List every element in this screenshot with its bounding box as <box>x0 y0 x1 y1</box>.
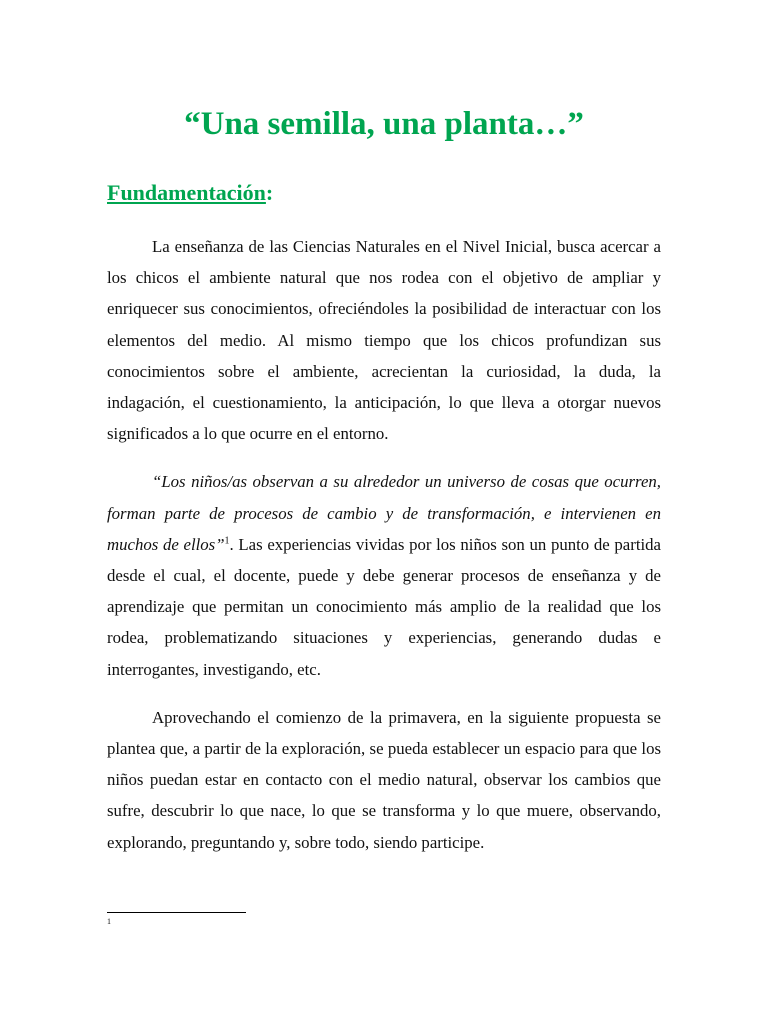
footnote-marker: 1 <box>107 917 111 926</box>
paragraph-3: Aprovechando el comienzo de la primavera, en la siguiente propuesta se plantea que, a partir de la exploración, se pueda establecer un espacio para que los niños puedan estar en contacto con el medio natural, observar los cambios que sufre, descubrir lo que nace, lo que se transforma y lo que muere, observando, explorando, preguntando y, sobre todo, siendo participe. <box>107 707 661 852</box>
footnote-reference[interactable]: 1 <box>224 535 230 547</box>
paragraph-2 <box>107 466 661 684</box>
document-body <box>107 231 661 858</box>
paragraph-1: La enseñanza de las Ciencias Naturales en el Nivel Inicial, busca acercar a los chicos el ambiente natural que nos rodea con el objetivo de ampliar y enriquecer sus conocimientos, ofreciéndoles la posibilidad de interactuar con los elementos del medio. Al mismo tiempo que los chicos profundizan sus conocimientos sobre el ambiente, acrecientan la curiosidad, la duda, la indagación, el cuestionamiento, la anticipación, lo que lleva a otorgar nuevos significados a lo que ocurre en el entorno. <box>107 237 661 444</box>
section-heading-colon: : <box>265 180 274 205</box>
section-heading <box>107 180 273 206</box>
quote-text: “Los niños/as observan a su alrededor un universo de cosas que ocurren, forman parte de procesos de cambio y de transformación, e intervienen en muchos de ellos” <box>107 472 661 554</box>
document-title: “Una semilla, una planta…” <box>184 106 584 142</box>
section-heading-text: Fundamentación <box>107 180 266 205</box>
paragraph-2-text: . Las experiencias vividas por los niños son un punto de partida desde el cual, el docente, puede y debe generar procesos de enseñanza y de aprendizaje que permitan un conocimiento más amplio de la realidad que los rodea, problematizando situaciones y experiencias, generando dudas e interrogantes, investigando, etc. <box>107 534 661 679</box>
footnote-divider <box>107 912 246 913</box>
